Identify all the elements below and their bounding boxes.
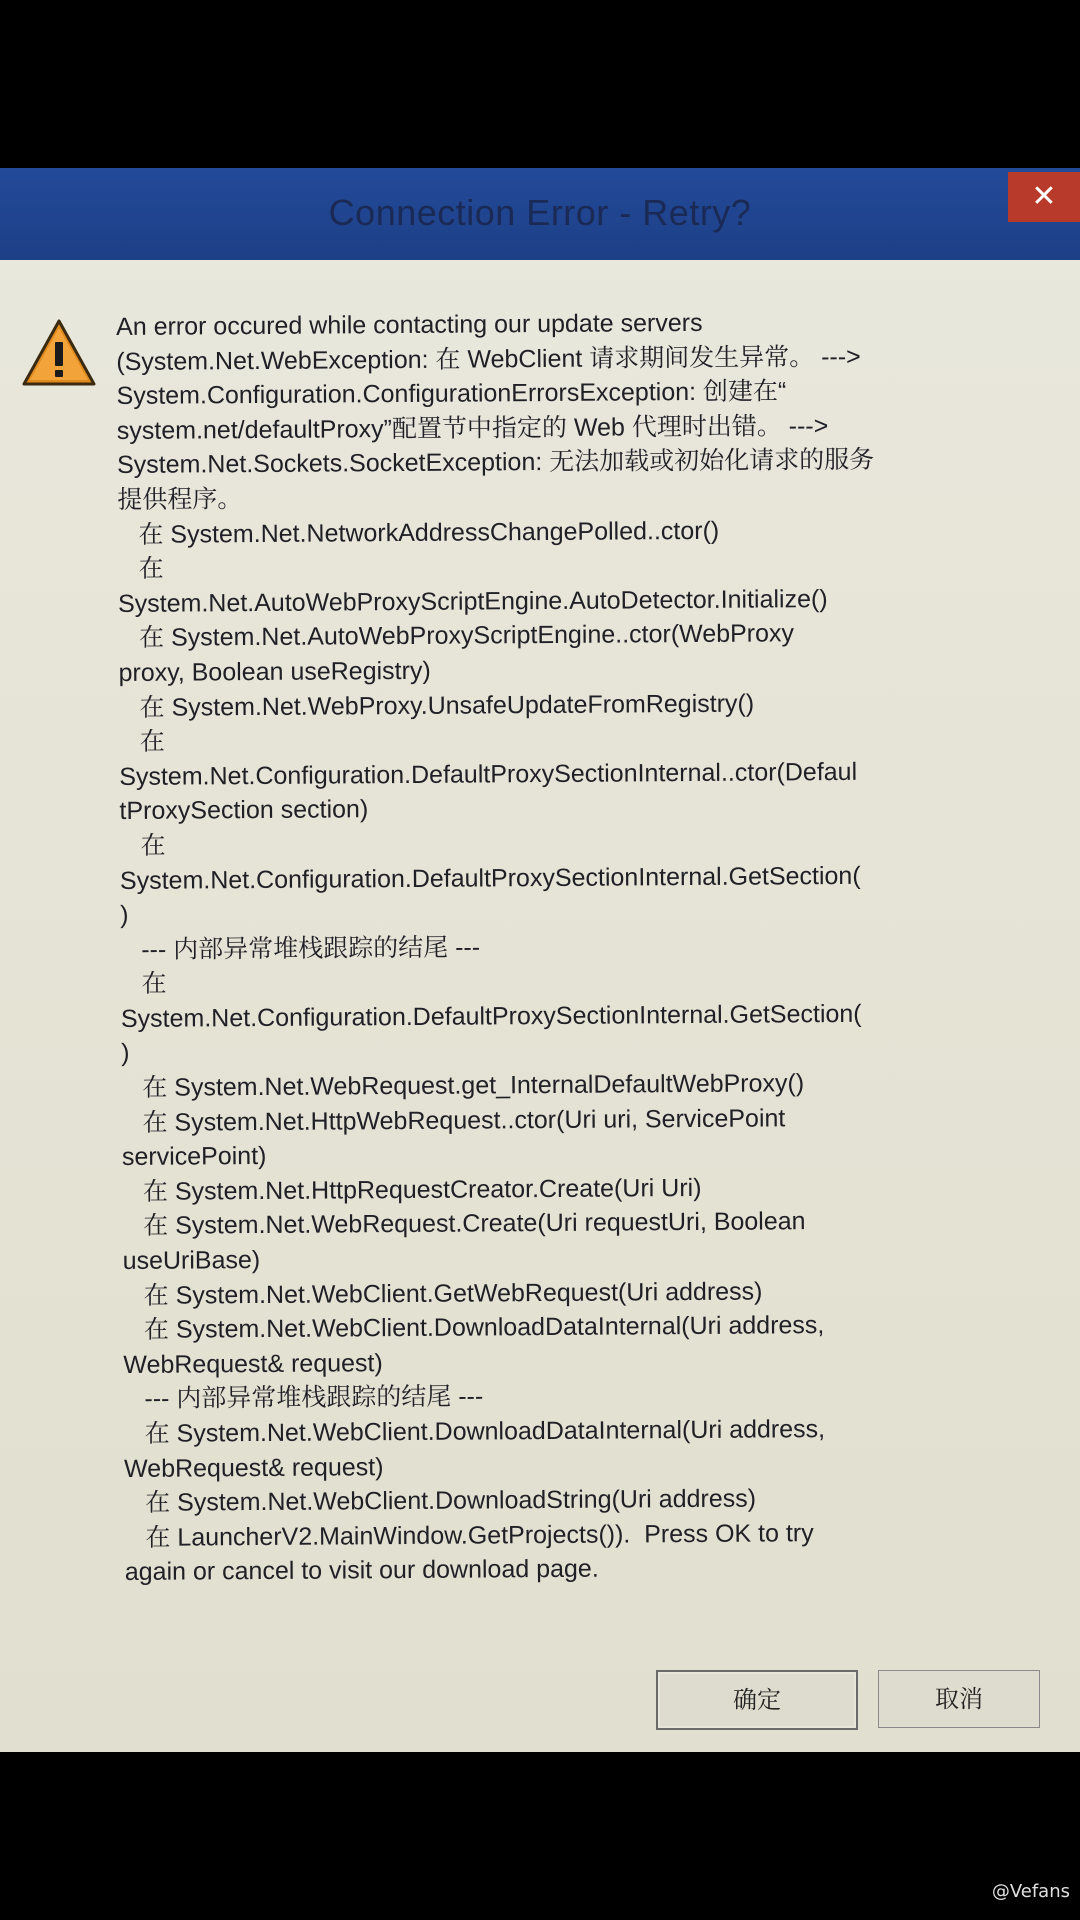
message-line: --- 内部异常堆栈跟踪的结尾 --- [123,1382,484,1414]
message-line: ) [120,901,129,930]
message-line: 在 System.Net.WebClient.DownloadString(Uri address) [124,1484,757,1518]
title-bar[interactable] [0,168,1080,260]
message-line: 在 [117,554,164,584]
warning-icon [22,318,96,388]
message-line: 在 System.Net.WebRequest.Create(Uri requestUri, Boolean [122,1207,806,1241]
message-line: --- 内部异常堆栈跟踪的结尾 --- [120,933,481,964]
message-line: 在 System.Net.WebRequest.get_InternalDefaultWebProxy() [121,1069,805,1103]
message-line: System.Configuration.ConfigurationErrorsException: 创建在“ [116,377,787,411]
ok-button[interactable]: 确定 [656,1670,858,1730]
error-dialog [0,168,1080,1752]
message-line: (System.Net.WebException: 在 WebClient 请求期间发生异常。 ---> [116,342,861,376]
message-line: 在 System.Net.WebProxy.UnsafeUpdateFromRegistry() [118,689,755,722]
message-line: System.Net.Configuration.DefaultProxySectionInternal..ctor(Defaul [119,757,858,791]
message-line: 在 System.Net.WebClient.DownloadDataInternal(Uri address, [123,1415,826,1448]
message-line: WebRequest& request) [123,1348,383,1379]
message-line: 在 [118,727,165,757]
message-line: 在 [120,969,167,999]
cancel-button[interactable]: 取消 [878,1670,1040,1728]
message-line: An error occured while contacting our update servers [116,308,703,341]
message-line: servicePoint) [121,1142,267,1172]
message-line: System.Net.Configuration.DefaultProxySectionInternal.GetSection( [119,861,861,895]
message-line: 在 [119,831,166,860]
message-line: System.Net.AutoWebProxyScriptEngine.AutoDetector.Initialize() [117,584,828,618]
dialog-title: Connection Error - Retry? [328,192,752,233]
message-line: 在 System.Net.NetworkAddressChangePolled..ctor() [117,516,720,549]
message-line: 在 System.Net.WebClient.DownloadDataInternal(Uri address, [123,1311,825,1345]
message-line: 在 System.Net.HttpRequestCreator.Create(Uri Uri) [122,1173,702,1206]
message-line: useUriBase) [122,1246,261,1276]
message-line: system.net/defaultProxy”配置节中指定的 Web 代理时出错。 ---> [116,411,829,445]
close-button[interactable]: ✕ [1008,172,1080,222]
message-line: 在 LauncherV2.MainWindow.GetProjects()). Press OK to try [124,1518,814,1552]
message-line: ) [121,1039,130,1068]
message-line: tProxySection section) [119,795,369,826]
message-line: proxy, Boolean useRegistry) [118,656,431,687]
message-line: again or cancel to visit our download page. [124,1555,599,1587]
message-line: System.Net.Configuration.DefaultProxySectionInternal.GetSection( [120,999,862,1033]
message-line: System.Net.Sockets.SocketException: 无法加载或初始化请求的服务 [116,446,875,480]
error-message [116,304,1015,1590]
message-line: 在 System.Net.HttpWebRequest..ctor(Uri uri, ServicePoint [121,1104,786,1137]
message-line: 提供程序。 [117,485,243,514]
message-line: WebRequest& request) [123,1452,384,1483]
message-line: 在 System.Net.AutoWebProxyScriptEngine..ctor(WebProxy [118,619,795,653]
watermark-text: @Vefans [991,1881,1070,1902]
message-line: 在 System.Net.WebClient.GetWebRequest(Uri address) [122,1277,763,1310]
